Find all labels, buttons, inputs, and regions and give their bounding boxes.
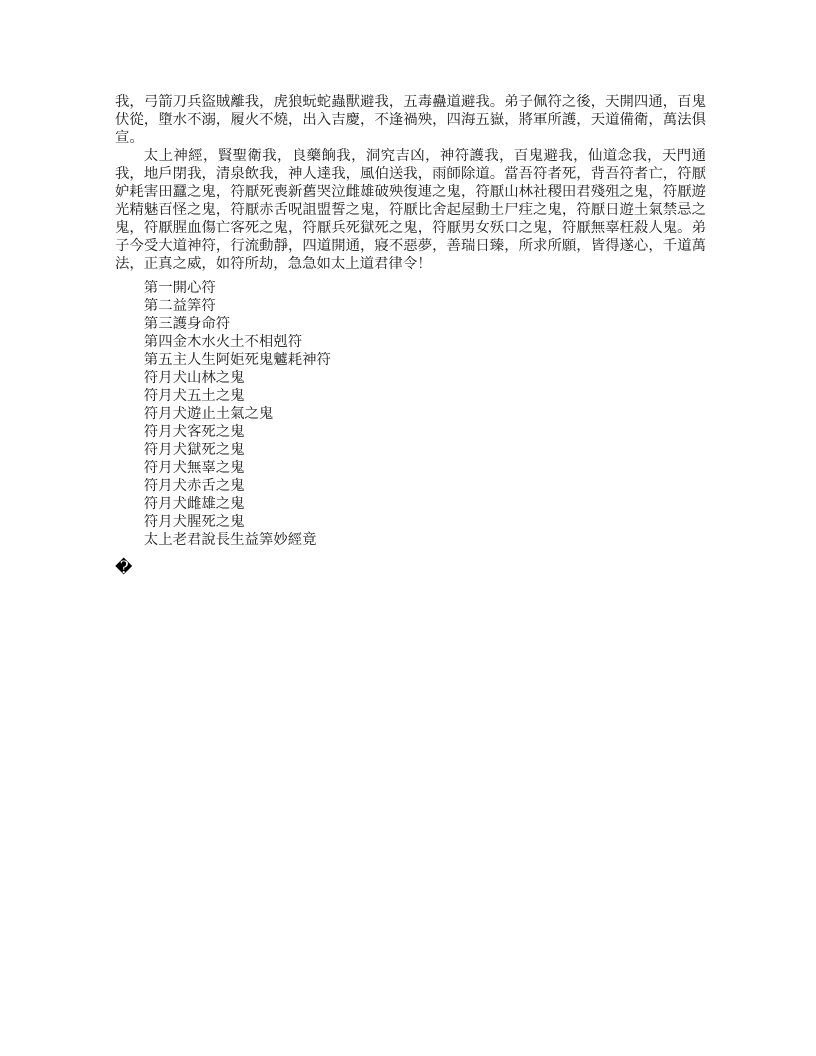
list-item: 符月犬客死之鬼 — [143, 424, 245, 440]
scripture-paragraph-main: 太上神經，賢聖衛我，良藥餉我，洞究吉凶，神符護我，百鬼避我，仙道念我，天門通我，地戶閉我，清泉飲我，神人達我，風伯送我，雨師除道。當吾符者死，背吾符者亡，符厭妒耗害田蠶之鬼，符厭死喪新舊哭泣雌雄破殃復連之鬼，符厭山林社稷田君殘殂之鬼，符厭遊光精魅百怪之鬼，符厭赤舌呪詛盟誓之鬼，符厭比舍起屋動土尸疰之鬼，符厭日遊土氣禁忌之鬼，符厭腥血傷亡客死之鬼，符厭兵死獄死之鬼，符厭男女殀口之鬼，符厭無辜枉殺人鬼。弟子今受大道神符，行流動靜，四道開通，寢不惡夢，善瑞日臻，所求所願，皆得遂心，千道萬法，正真之威，如符所劫，急急如太上道君律令！ — [115, 148, 706, 272]
list-item: 第一開心符 — [143, 280, 216, 296]
list-item: 符月犬五土之鬼 — [143, 388, 245, 404]
list-item: 符月犬山林之鬼 — [143, 370, 245, 386]
list-item: 符月犬雌雄之鬼 — [143, 496, 245, 512]
scripture-end-title: 太上老君說長生益筭妙經竟 — [143, 532, 317, 548]
list-item: 第三護身命符 — [143, 316, 231, 332]
list-item: 符月犬赤舌之鬼 — [143, 478, 245, 494]
list-item: 第五主人生阿姖死鬼魖耗神符 — [143, 352, 331, 368]
list-item: 符月犬遊止土氣之鬼 — [143, 406, 274, 422]
list-item: 符月犬獄死之鬼 — [143, 442, 245, 458]
scripture-paragraph-continuation: 我，弓箭刀兵盜賊離我，虎狼蚖蛇蟲獸避我，五毒蠱道避我。弟子佩符之後，天開四通，百鬼伏從，墮水不溺，履火不燒，出入吉慶，不逢禍殃，四海五嶽，將軍所護，天道備衛，萬法俱宣。 — [115, 94, 706, 146]
list-item: 第二益筭符 — [143, 298, 216, 314]
list-item: 符月犬腥死之鬼 — [143, 514, 245, 530]
replacement-character-glyph: � — [115, 558, 133, 578]
scripture-text-block — [115, 93, 706, 577]
talisman-list — [115, 279, 706, 549]
list-item: 符月犬無辜之鬼 — [143, 460, 245, 476]
list-item: 第四金木水火土不相剋符 — [143, 334, 303, 350]
